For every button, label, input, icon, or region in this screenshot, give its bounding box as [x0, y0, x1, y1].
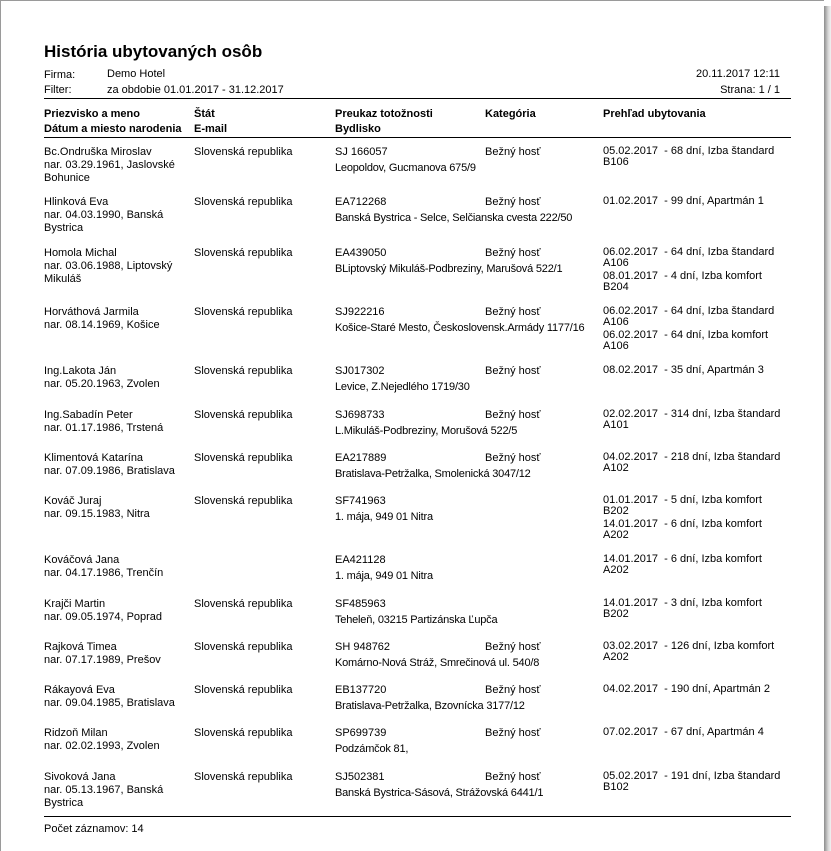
guest-category: Bežný hosť [485, 727, 541, 739]
page-number: Strana: 1 / 1 [720, 84, 780, 96]
guest-name: Sivoková Jana [44, 771, 116, 783]
guest-id-document: EA421128 [335, 554, 386, 566]
guest-state: Slovenská republika [194, 409, 293, 421]
stay-entry: 14.01.2017 - 6 dní, Izba komfort A202 [603, 518, 762, 541]
guest-state: Slovenská republika [194, 598, 293, 610]
col-state-header: Štát [194, 108, 215, 120]
stay-entry: 04.02.2017 - 190 dní, Apartmán 2 [603, 683, 770, 695]
guest-category: Bežný hosť [485, 196, 541, 208]
guest-category: Bežný hosť [485, 771, 541, 783]
stay-entry: 08.02.2017 - 35 dní, Apartmán 3 [603, 364, 764, 376]
col-name-header: Priezvisko a meno [44, 108, 140, 120]
guest-category: Bežný hosť [485, 452, 541, 464]
guest-name: Hlinková Eva [44, 196, 109, 208]
guest-id-document: SJ502381 [335, 771, 385, 783]
guest-category: Bežný hosť [485, 684, 541, 696]
guest-birth: nar. 03.06.1988, Liptovský Mikuláš [44, 260, 173, 285]
guest-state: Slovenská republika [194, 641, 293, 653]
guest-birth: nar. 01.17.1986, Trstená [44, 422, 164, 434]
guest-birth: nar. 04.17.1986, Trenčín [44, 567, 164, 579]
guest-address: BLiptovský Mikuláš-Podbreziny, Marušová 522/1 [335, 263, 563, 275]
guest-state: Slovenská republika [194, 684, 293, 696]
guest-state: Slovenská republika [194, 365, 293, 377]
footer-divider [44, 816, 791, 817]
guest-state: Slovenská republika [194, 727, 293, 739]
guest-id-document: SJ 166057 [335, 146, 388, 158]
stay-entry: 06.02.2017 - 64 dní, Izba komfort A106 [603, 329, 769, 352]
guest-state: Slovenská republika [194, 247, 293, 259]
filter-label: Filter: [44, 84, 72, 96]
guest-name: Klimentová Katarína [44, 452, 144, 464]
guest-id-document: EA439050 [335, 247, 387, 259]
guest-birth: nar. 05.13.1967, Banská Bystrica [44, 784, 164, 809]
header-divider-top [44, 98, 791, 99]
col-birth-header: Dátum a miesto narodenia [44, 123, 182, 135]
record-count: Počet záznamov: 14 [44, 823, 144, 835]
guest-category: Bežný hosť [485, 306, 541, 318]
stay-entry: 05.02.2017 - 68 dní, Izba štandard B106 [603, 145, 775, 168]
filter-value: za obdobie 01.01.2017 - 31.12.2017 [107, 84, 284, 96]
guest-category: Bežný hosť [485, 409, 541, 421]
page-shadow [824, 6, 831, 851]
guest-id-document: EA712268 [335, 196, 387, 208]
guest-name: Homola Michal [44, 247, 117, 259]
guest-birth: nar. 03.29.1961, Jaslovské Bohunice [44, 159, 175, 184]
guest-address: Banská Bystrica-Sásová, Strážovská 6441/1 [335, 787, 544, 799]
stay-entry: 14.01.2017 - 6 dní, Izba komfort A202 [603, 553, 762, 576]
stay-entry: 03.02.2017 - 126 dní, Izba komfort A202 [603, 640, 775, 663]
guest-name: Kováč Juraj [44, 495, 102, 507]
guest-id-document: SH 948762 [335, 641, 391, 653]
guest-birth: nar. 07.17.1989, Prešov [44, 654, 161, 666]
stay-entry: 02.02.2017 - 314 dní, Izba štandard A101 [603, 408, 781, 431]
guest-state: Slovenská republika [194, 306, 293, 318]
guest-name: Horváthová Jarmila [44, 306, 139, 318]
guest-state: Slovenská republika [194, 452, 293, 464]
guest-state: Slovenská republika [194, 495, 293, 507]
guest-id-document: SJ017302 [335, 365, 385, 377]
col-email-header: E-mail [194, 123, 228, 135]
guest-name: Ridzoň Milan [44, 727, 108, 739]
guest-name: Ing.Sabadín Peter [44, 409, 133, 421]
col-stays-header: Prehľad ubytovania [603, 108, 706, 120]
guest-name: Ing.Lakota Ján [44, 365, 117, 377]
stay-entry: 08.01.2017 - 4 dní, Izba komfort B204 [603, 270, 762, 293]
guest-category: Bežný hosť [485, 641, 541, 653]
col-address-header: Bydlisko [335, 123, 381, 135]
guest-address: 1. mája, 949 01 Nitra [335, 570, 433, 582]
guest-category: Bežný hosť [485, 247, 541, 259]
stay-entry: 07.02.2017 - 67 dní, Apartmán 4 [603, 726, 764, 738]
guest-id-document: EA217889 [335, 452, 387, 464]
guest-state: Slovenská republika [194, 771, 293, 783]
guest-state: Slovenská republika [194, 146, 293, 158]
guest-address: Bratislava-Petržalka, Bzovnícka 3177/12 [335, 700, 525, 712]
guest-birth: nar. 07.09.1986, Bratislava [44, 465, 175, 477]
stay-entry: 01.01.2017 - 5 dní, Izba komfort B202 [603, 494, 762, 517]
guest-address: Leopoldov, Gucmanova 675/9 [335, 162, 476, 174]
stay-entry: 01.02.2017 - 99 dní, Apartmán 1 [603, 195, 764, 207]
report-title: História ubytovaných osôb [44, 42, 263, 61]
guest-name: Bc.Ondruška Miroslav [44, 146, 152, 158]
guest-address: 1. mája, 949 01 Nitra [335, 511, 433, 523]
guest-address: L.Mikuláš-Podbreziny, Morušová 522/5 [335, 425, 518, 437]
guest-address: Teheleň, 03215 Partizánska Ľupča [335, 614, 498, 626]
guest-birth: nar. 09.15.1983, Nitra [44, 508, 150, 520]
firm-label: Firma: [44, 69, 76, 81]
guest-name: Rajková Timea [44, 641, 117, 653]
guest-category: Bežný hosť [485, 146, 541, 158]
guest-birth: nar. 04.03.1990, Banská Bystrica [44, 209, 164, 234]
guest-state: Slovenská republika [194, 196, 293, 208]
guest-name: Rákayová Eva [44, 684, 115, 696]
guest-birth: nar. 09.05.1974, Poprad [44, 611, 163, 623]
guest-birth: nar. 08.14.1969, Košice [44, 319, 160, 331]
guest-id-document: SF741963 [335, 495, 386, 507]
col-category-header: Kategória [485, 108, 536, 120]
firm-value: Demo Hotel [107, 68, 166, 80]
guest-birth: nar. 09.04.1985, Bratislava [44, 697, 175, 709]
header-divider-bottom [44, 137, 791, 138]
guest-id-document: SJ922216 [335, 306, 385, 318]
stay-entry: 05.02.2017 - 191 dní, Izba štandard B102 [603, 770, 781, 793]
guest-id-document: SP699739 [335, 727, 387, 739]
guest-birth: nar. 05.20.1963, Zvolen [44, 378, 160, 390]
guest-id-document: EB137720 [335, 684, 387, 696]
stay-entry: 06.02.2017 - 64 dní, Izba štandard A106 [603, 305, 775, 328]
stay-entry: 04.02.2017 - 218 dní, Izba štandard A102 [603, 451, 781, 474]
guest-name: Krajči Martin [44, 598, 106, 610]
stay-entry: 06.02.2017 - 64 dní, Izba štandard A106 [603, 246, 775, 269]
guest-address: Bratislava-Petržalka, Smolenická 3047/12 [335, 468, 531, 480]
col-id-header: Preukaz totožnosti [335, 108, 433, 120]
guest-category: Bežný hosť [485, 365, 541, 377]
guest-address: Podzámčok 81, [335, 743, 409, 755]
guest-address: Komárno-Nová Stráž, Smrečinová ul. 540/8 [335, 657, 540, 669]
guest-id-document: SF485963 [335, 598, 386, 610]
guest-name: Kováčová Jana [44, 554, 120, 566]
guest-id-document: SJ698733 [335, 409, 385, 421]
guest-address: Košice-Staré Mesto, Československ.Armády 1177/16 [335, 322, 585, 334]
guest-address: Banská Bystrica - Selce, Selčianska cvesta 222/50 [335, 212, 573, 224]
guest-birth: nar. 02.02.1993, Zvolen [44, 740, 160, 752]
report-datetime: 20.11.2017 12:11 [695, 68, 780, 80]
guest-address: Levice, Z.Nejedlého 1719/30 [335, 381, 470, 393]
stay-entry: 14.01.2017 - 3 dní, Izba komfort B202 [603, 597, 762, 620]
